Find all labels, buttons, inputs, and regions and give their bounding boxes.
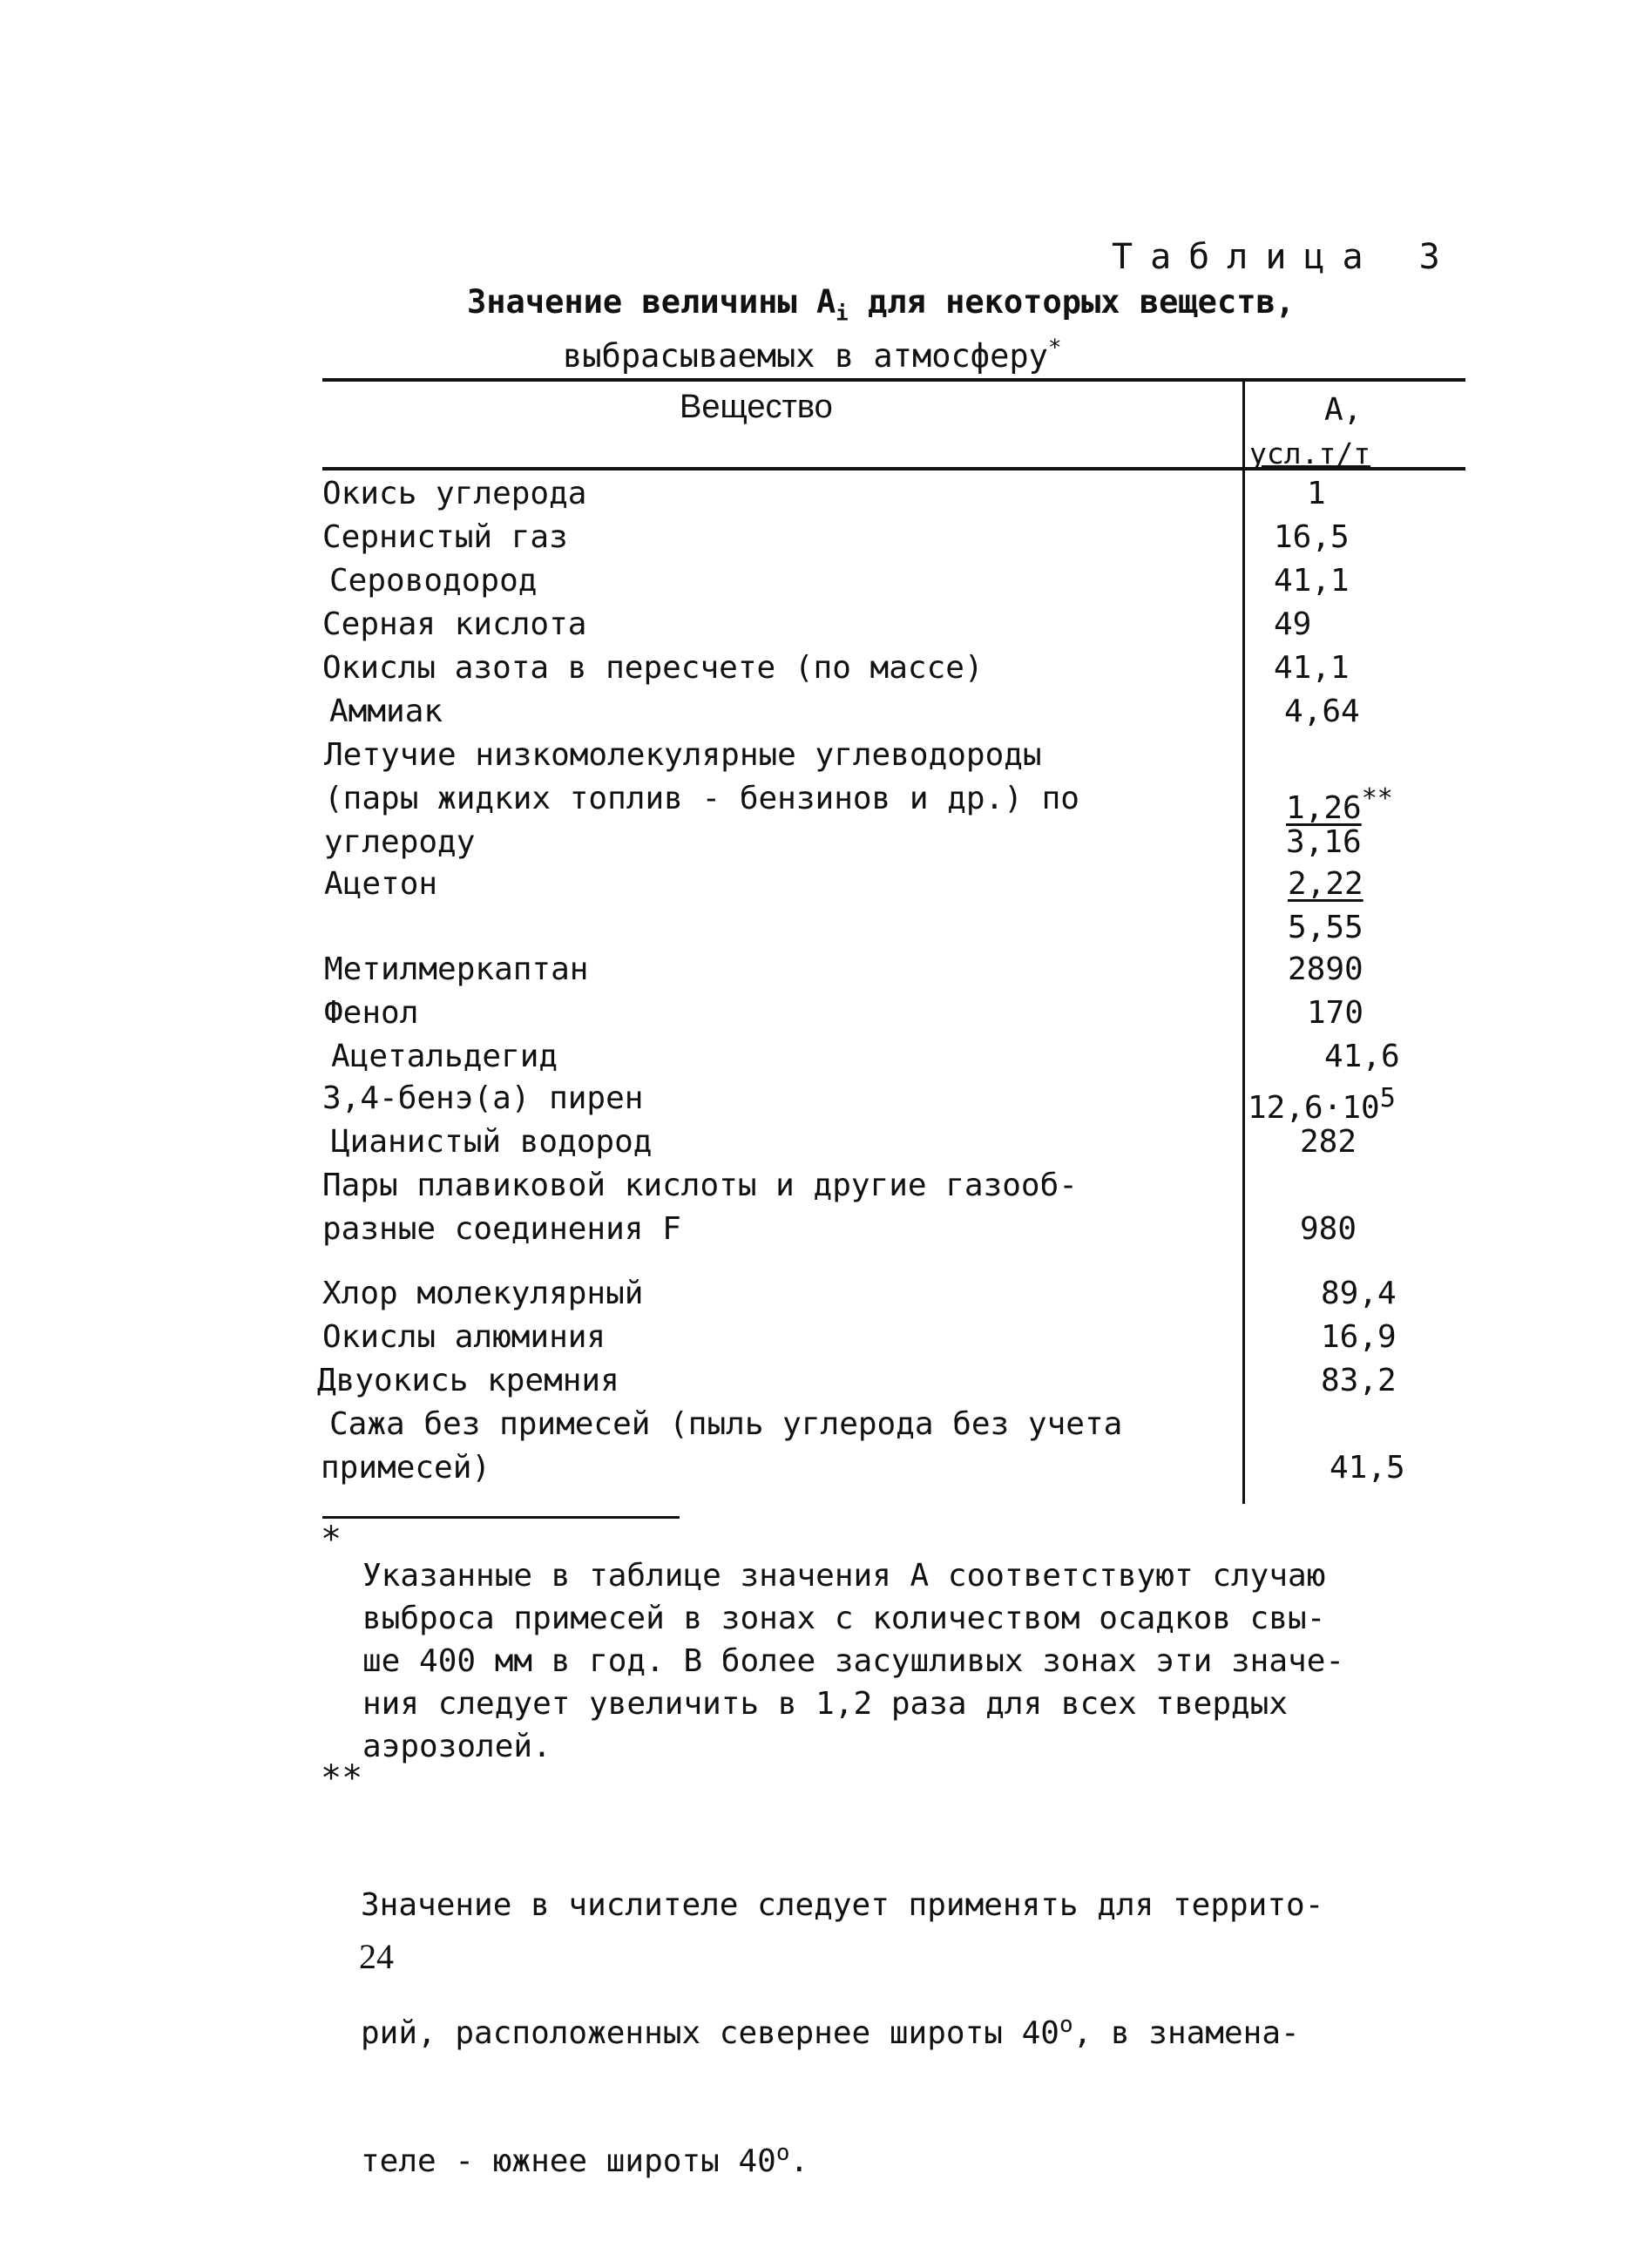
table-row-substance: Ацетон <box>324 866 438 902</box>
table-row-value: 170 <box>1307 995 1364 1031</box>
column-header-a-line2: усл.т/т <box>1249 437 1371 471</box>
table-header <box>322 383 1464 471</box>
table-row-substance: (пары жидких топлив - бензинов и др.) по <box>324 781 1079 816</box>
table-row-substance: Летучие низкомолекулярные углеводороды <box>324 737 1042 773</box>
table-row-value: 41,6 <box>1324 1039 1400 1074</box>
table-row-value: 3,16 <box>1286 824 1362 860</box>
caption-line1-pre: Значение величины A <box>467 283 836 321</box>
degree-symbol: o <box>775 2140 790 2166</box>
footnote-2-line1: Значение в числителе следует применять для террито- <box>361 1887 1324 1923</box>
footnote-2-line3 <box>361 2140 1323 2183</box>
fraction-numerator: 1,26 <box>1286 790 1362 826</box>
table-row-substance: Ацетальдегид <box>331 1039 558 1074</box>
fraction-numerator: 2,22 <box>1288 866 1363 902</box>
footnote-2-line2-pre: рий, расположенных севернее широты 40 <box>361 2015 1059 2051</box>
table-row-value: 282 <box>1300 1124 1357 1160</box>
table-row-substance: Аммиак <box>329 694 443 729</box>
table-row-substance: Окислы азота в пересчете (по массе) <box>322 650 984 686</box>
table-row-value: 49 <box>1274 606 1312 642</box>
footnote-mark-1: * <box>321 1520 342 1560</box>
table-row-value: 16,9 <box>1321 1319 1397 1355</box>
value-exponent: 5 <box>1379 1083 1396 1114</box>
footnote-mark-2: ** <box>321 1758 363 1798</box>
caption-subscript: i <box>836 301 849 326</box>
table-row-value: 2890 <box>1288 951 1363 987</box>
column-header-a-line1: A, <box>1324 392 1363 428</box>
table-row-value: 41,1 <box>1274 650 1350 686</box>
table-row-value: 83,2 <box>1321 1363 1397 1398</box>
table-row-value: 41,1 <box>1274 563 1350 599</box>
table-row-substance: Серная кислота <box>322 606 587 642</box>
table-row-substance: Пары плавиковой кислоты и другие газооб- <box>322 1168 1078 1203</box>
table-row-substance: Цианистый водород <box>331 1124 653 1160</box>
page-number: 24 <box>359 1937 394 1976</box>
caption-footnote-mark: * <box>1047 335 1062 362</box>
table-row-value: 5,55 <box>1288 910 1363 945</box>
table-caption <box>467 281 1295 378</box>
table-row-substance: Сажа без примесей (пыль углерода без учета <box>329 1406 1123 1442</box>
table-row-substance: примесей) <box>321 1450 491 1486</box>
table-row-value <box>1288 863 1363 905</box>
footnote-mark: ** <box>1361 783 1393 814</box>
footnote-1-text: Указанные в таблице значения A соответствуют случаю выброса примесей в зонах с количеством осадков свы- ше 400 мм в год. В более засушливых зонах эти значе- ния следует увеличить в 1,2 раза для всех твердых аэрозолей. <box>362 1558 1345 1764</box>
table-row-substance: Хлор молекулярный <box>322 1276 644 1311</box>
caption-line1-post: для некоторых веществ, <box>848 283 1296 321</box>
degree-symbol: o <box>1059 2012 1073 2038</box>
caption-line2 <box>467 335 1295 378</box>
table-row-substance: Фенол <box>324 995 419 1031</box>
footnote-rule <box>322 1516 680 1519</box>
table-row-substance: Метилмеркаптан <box>324 951 589 987</box>
table-column-divider <box>1242 378 1245 1504</box>
table-row-substance: Сероводород <box>329 563 538 599</box>
table-row-value: 89,4 <box>1321 1276 1397 1311</box>
table-row-substance: Окись углерода <box>322 476 587 511</box>
column-header-substance: Вещество <box>680 389 833 425</box>
table-row-value: 41,5 <box>1330 1450 1405 1486</box>
footnote-2-line3-post: . <box>789 2143 809 2179</box>
caption-line2-text: выбрасываемых в атмосферу <box>563 337 1048 376</box>
table-row-substance: разные соединения F <box>322 1211 681 1247</box>
footnote-2-line2-post: , в знамена- <box>1072 2015 1300 2051</box>
table-row-substance: 3,4-бенэ(а) пирен <box>322 1080 644 1116</box>
table-row-value: 4,64 <box>1284 694 1360 729</box>
table-row-substance: Сернистый газ <box>322 519 568 555</box>
table-row-substance: углероду <box>324 824 476 860</box>
footnote-2-line3-pre: теле - южнее широты 40 <box>361 2143 776 2179</box>
table-row-value: 16,5 <box>1274 519 1350 555</box>
value-mantissa: 12,6·10 <box>1248 1090 1380 1126</box>
column-header-a <box>1249 389 1370 476</box>
table-row-value: 1 <box>1307 476 1326 511</box>
table-row-value: 980 <box>1300 1211 1357 1247</box>
table-label: Таблица 3 <box>1112 237 1458 277</box>
footnote-2-text <box>361 1798 1323 2268</box>
table-row-substance: Окислы алюминия <box>322 1319 606 1355</box>
table-row-substance: Двуокись кремния <box>317 1363 619 1398</box>
table-top-rule <box>322 378 1465 382</box>
footnote-2-line2 <box>361 2012 1323 2055</box>
substance-table <box>322 383 1464 471</box>
